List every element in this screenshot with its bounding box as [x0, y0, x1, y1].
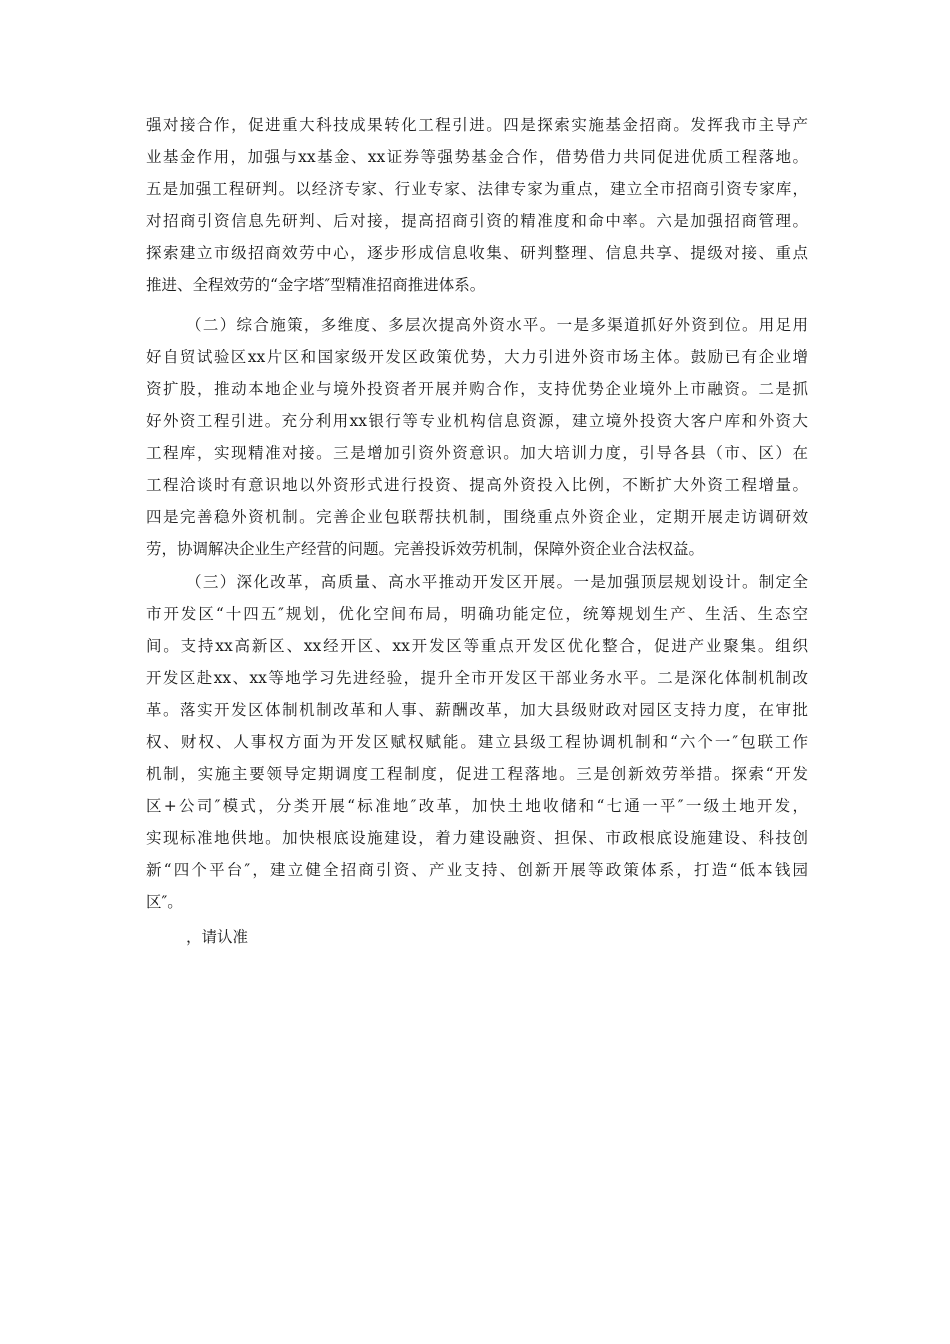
text-line: 工程洽谈时有意识地以外资形式进行投资、提高外资投入比例，不断扩大外资工程增量。	[146, 476, 808, 494]
text-line: 工程库，实现精准对接。三是增加引资外资意识。加大培训力度，引导各县（市、区）在	[146, 444, 808, 462]
text-line: 强对接合作，促进重大科技成果转化工程引进。四是探索实施基金招商。发挥我市主导产	[146, 116, 808, 134]
text-line: （三）深化改革，高质量、高水平推动开发区开展。一是加强顶层规划设计。制定全	[186, 573, 808, 591]
text-line: 五是加强工程研判。以经济专家、行业专家、法律专家为重点，建立全市招商引资专家库，	[146, 180, 808, 198]
paragraph-1	[146, 109, 808, 301]
text-line: ，请认准	[186, 928, 249, 946]
text-line: 间。支持xx高新区、xx经开区、xx开发区等重点开发区优化整合，促进产业聚集。组织	[146, 637, 808, 655]
text-line: 市开发区“十四五″规划，优化空间布局，明确功能定位，统筹规划生产、生活、生态空	[146, 605, 808, 623]
text-line: 开发区赴xx、xx等地学习先进经验，提升全市开发区干部业务水平。二是深化体制机制改	[146, 669, 808, 687]
text-line: 对招商引资信息先研判、后对接，提高招商引资的精准度和命中率。六是加强招商管理。	[146, 212, 808, 230]
text-line: 权、财权、人事权方面为开发区赋权赋能。建立县级工程协调机制和“六个一″包联工作	[146, 733, 808, 751]
paragraph-4	[146, 921, 808, 953]
text-line: 区+公司″模式，分类开展“标准地″改革，加快土地收储和“七通一平″一级土地开发，	[146, 797, 808, 815]
text-line: 资扩股，推动本地企业与境外投资者开展并购合作，支持优势企业境外上市融资。二是抓	[146, 380, 808, 398]
text-line: 探索建立市级招商效劳中心，逐步形成信息收集、研判整理、信息共享、提级对接、重点	[146, 244, 808, 262]
text-line: 好外资工程引进。充分利用xx银行等专业机构信息资源，建立境外投资大客户库和外资大	[146, 412, 808, 430]
text-line: 革。落实开发区体制机制改革和人事、薪酬改革，加大县级财政对园区支持力度，在审批	[146, 701, 808, 719]
paragraph-2	[146, 309, 808, 565]
text-line: 好自贸试验区xx片区和国家级开发区政策优势，大力引进外资市场主体。鼓励已有企业增	[146, 348, 808, 366]
text-line: （二）综合施策，多维度、多层次提高外资水平。一是多渠道抓好外资到位。用足用	[186, 316, 808, 334]
text-line: 四是完善稳外资机制。完善企业包联帮扶机制，围绕重点外资企业，定期开展走访调研效	[146, 508, 808, 526]
text-line: 推进、全程效劳的“金字塔″型精准招商推进体系。	[146, 276, 486, 294]
text-line: 新“四个平台″，建立健全招商引资、产业支持、创新开展等政策体系，打造“低本钱园	[146, 861, 808, 879]
paragraph-3	[146, 566, 808, 918]
text-line: 实现标准地供地。加快根底设施建设，着力建设融资、担保、市政根底设施建设、科技创	[146, 829, 808, 847]
text-line: 劳，协调解决企业生产经营的问题。完善投诉效劳机制，保障外资企业合法权益。	[146, 540, 705, 558]
text-line: 机制，实施主要领导定期调度工程制度，促进工程落地。三是创新效劳举措。探索“开发	[146, 765, 808, 783]
text-line: 区″。	[146, 893, 183, 911]
text-line: 业基金作用，加强与xx基金、xx证券等强势基金合作，借势借力共同促进优质工程落地。	[146, 148, 808, 166]
